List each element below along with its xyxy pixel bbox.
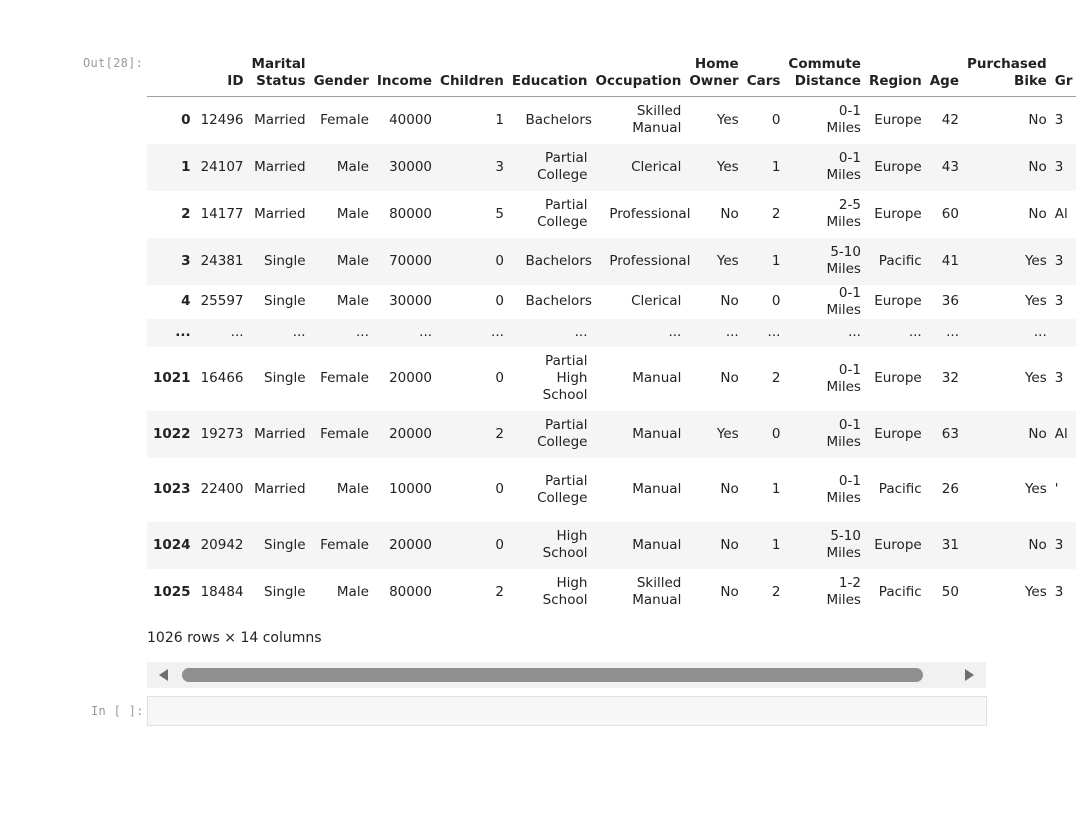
table-cell: Male: [336, 158, 369, 175]
cell-text: ...: [668, 324, 682, 340]
table-cell: [784, 144, 865, 191]
table-cell: 3: [1054, 370, 1064, 386]
table-cell: ...: [292, 324, 306, 340]
cell-text: ...: [848, 324, 861, 340]
table-cell: [784, 285, 865, 319]
table-cell: [591, 458, 685, 522]
row-index: 0: [181, 111, 191, 128]
table-cell: 3: [495, 158, 504, 175]
table-cell: [591, 522, 685, 569]
cell-text: Manual: [632, 425, 682, 442]
table-row: [147, 411, 1076, 458]
table-cell: 0: [495, 293, 504, 309]
table-row: [147, 458, 1076, 522]
table-cell: [591, 347, 685, 411]
table-row: [147, 238, 1076, 285]
table-cell: Single: [264, 252, 306, 269]
table-cell: ...: [908, 324, 922, 340]
table-cell: Yes: [1024, 293, 1047, 309]
col-gr-truncated: Gr: [1051, 50, 1076, 97]
table-cell: Female: [320, 370, 369, 386]
table-cell: No: [720, 370, 739, 386]
table-cell: Yes: [716, 158, 739, 175]
table-cell: [508, 191, 592, 238]
table-cell: 1: [771, 252, 781, 269]
table-cell: Married: [254, 158, 306, 175]
cell-text: 1-2 Miles: [826, 575, 861, 608]
table-cell: Female: [320, 536, 369, 553]
table-cell: 0: [495, 370, 504, 386]
table-cell: 12496: [200, 111, 244, 128]
table-body: [147, 97, 1076, 616]
table-cell: 2: [771, 370, 781, 386]
table-cell: 0: [771, 293, 781, 309]
table-cell: 2: [771, 583, 781, 600]
table-cell: Single: [264, 536, 306, 553]
table-cell: 50: [941, 583, 959, 600]
table-cell: ': [1054, 481, 1059, 497]
ellipsis-row: [147, 319, 1076, 347]
cell-text: Professional: [609, 205, 691, 222]
table-cell: 31: [941, 536, 959, 553]
table-cell: [508, 144, 592, 191]
table-cell: No: [720, 205, 739, 222]
row-index: 1023: [153, 481, 191, 497]
table-cell: 3: [1054, 111, 1064, 128]
table-cell: 30000: [389, 158, 433, 175]
table-cell: 80000: [389, 583, 433, 600]
table-cell: 16466: [200, 370, 244, 386]
table-cell: 3: [1054, 583, 1064, 600]
cell-text: Partial College: [537, 472, 588, 506]
table-cell: 70000: [389, 252, 433, 269]
table-cell: 20000: [389, 536, 433, 553]
header-row: [147, 50, 1076, 97]
row-index: 4: [181, 293, 191, 309]
table-cell: 40000: [389, 111, 433, 128]
table-cell: Married: [254, 425, 306, 442]
cell-text: 0-1 Miles: [826, 472, 861, 506]
table-cell: 3: [1054, 293, 1064, 309]
table-cell: ...: [725, 324, 739, 340]
table-cell: Pacific: [878, 481, 922, 497]
row-index: 3: [181, 252, 191, 269]
table-row: [147, 569, 1076, 616]
cell-text: Bachelors: [525, 111, 592, 128]
horizontal-scrollbar[interactable]: [147, 662, 986, 688]
table-cell: [784, 411, 865, 458]
table-cell: Married: [254, 205, 306, 222]
cell-text: Manual: [632, 370, 682, 386]
table-cell: 3: [1054, 252, 1064, 269]
code-input-cell[interactable]: [147, 696, 987, 726]
table-cell: 20000: [389, 425, 433, 442]
table-cell: [591, 238, 691, 285]
table-cell: [784, 522, 865, 569]
scrollbar-thumb[interactable]: [182, 668, 923, 682]
col-education: Education: [508, 50, 592, 97]
table-cell: [784, 319, 865, 347]
table-cell: [591, 569, 685, 616]
table-cell: 19273: [200, 425, 244, 442]
table-cell: No: [1028, 425, 1047, 442]
table-row: [147, 347, 1076, 411]
table-cell: Yes: [1024, 481, 1047, 497]
table-cell: 63: [941, 425, 959, 442]
table-cell: [508, 458, 592, 522]
table-cell: Europe: [874, 293, 922, 309]
table-cell: No: [1028, 205, 1047, 222]
table-cell: Europe: [874, 158, 922, 175]
table-cell: [784, 238, 865, 285]
table-cell: 42: [941, 111, 959, 128]
table-cell: [784, 347, 865, 411]
dataframe-table: [147, 50, 1076, 616]
cell-text: 5-10 Miles: [826, 244, 861, 277]
output-prompt: Out[28]:: [83, 56, 144, 70]
cell-text: 0-1 Miles: [826, 103, 861, 137]
cell-text: 0-1 Miles: [826, 417, 861, 450]
cell-text: Skilled Manual: [632, 103, 682, 137]
table-cell: [591, 97, 685, 144]
table-cell: Single: [264, 293, 306, 309]
col-commute-distance: Commute Distance: [784, 50, 865, 97]
table-cell: 80000: [389, 205, 433, 222]
table-cell: 18484: [200, 583, 244, 600]
table-cell: 2: [771, 205, 781, 222]
table-cell: 1: [495, 111, 504, 128]
cell-text: High School: [542, 528, 588, 561]
scroll-left-icon[interactable]: [159, 669, 168, 681]
table-cell: 0: [495, 252, 504, 269]
col-occupation: Occupation: [591, 50, 685, 97]
cell-text: 0-1 Miles: [826, 361, 861, 395]
table-cell: 41: [941, 252, 959, 269]
table-cell: 24107: [200, 158, 244, 175]
table-cell: Yes: [1024, 583, 1047, 600]
row-index: 1: [181, 158, 191, 175]
row-index: 2: [181, 205, 191, 222]
col-gender: Gender: [310, 50, 373, 97]
table-cell: [508, 522, 592, 569]
table-cell: 20942: [200, 536, 244, 553]
table-cell: Single: [264, 583, 306, 600]
table-cell: [784, 97, 865, 144]
table-cell: 10000: [389, 481, 433, 497]
table-cell: 1: [771, 158, 781, 175]
table-cell: [508, 347, 592, 411]
table-row: [147, 522, 1076, 569]
table-cell: Married: [254, 111, 306, 128]
table-cell: [591, 411, 685, 458]
table-cell: 32: [941, 370, 959, 386]
table-cell: [591, 144, 685, 191]
table-cell: 0: [771, 425, 781, 442]
table-cell: Male: [336, 252, 369, 269]
col-income: Income: [373, 50, 436, 97]
table-cell: Al: [1054, 205, 1068, 222]
table-cell: Europe: [874, 205, 922, 222]
cell-text: 0-1 Miles: [826, 284, 861, 318]
table-cell: 60: [941, 205, 959, 222]
table-cell: 26: [941, 481, 959, 497]
row-index: 1021: [153, 370, 191, 386]
table-cell: Pacific: [878, 583, 922, 600]
table-cell: Married: [254, 481, 306, 497]
table-cell: ...: [230, 324, 244, 340]
table-cell: 0: [495, 481, 504, 497]
table-cell: [1051, 319, 1076, 347]
table-cell: Female: [320, 425, 369, 442]
table-cell: 3: [1054, 158, 1064, 175]
dataframe-output: [147, 50, 1073, 610]
table-cell: 36: [941, 293, 959, 309]
table-row: [147, 144, 1076, 191]
table-cell: No: [720, 536, 739, 553]
table-cell: Yes: [716, 425, 739, 442]
table-cell: No: [1028, 111, 1047, 128]
col-region: Region: [865, 50, 926, 97]
index-header: [147, 50, 197, 97]
table-row: [147, 191, 1076, 238]
table-cell: [508, 319, 592, 347]
table-cell: ...: [356, 324, 369, 340]
table-cell: 22400: [200, 481, 244, 497]
row-index: 1024: [153, 536, 191, 553]
table-row: [147, 285, 1076, 319]
table-cell: Female: [320, 111, 369, 128]
table-cell: 24381: [200, 252, 244, 269]
table-cell: ...: [1033, 324, 1047, 340]
table-cell: ...: [767, 324, 781, 340]
cell-text: 0-1 Miles: [826, 150, 861, 183]
col-purchased-bike: Purchased Bike: [963, 50, 1051, 97]
cell-text: Partial College: [537, 417, 588, 450]
row-index: ...: [175, 324, 191, 340]
table-cell: Male: [336, 205, 369, 222]
table-cell: Europe: [874, 536, 922, 553]
table-cell: 0: [495, 536, 504, 553]
cell-text: Manual: [632, 481, 682, 497]
table-cell: Yes: [1024, 252, 1047, 269]
cell-text: High School: [542, 575, 588, 608]
table-cell: 1: [771, 481, 781, 497]
table-cell: 30000: [389, 293, 433, 309]
table-cell: [508, 285, 592, 319]
table-cell: [591, 191, 691, 238]
table-cell: No: [1028, 158, 1047, 175]
table-cell: Yes: [1024, 370, 1047, 386]
row-index: 1022: [153, 425, 191, 442]
col-cars: Cars: [743, 50, 785, 97]
scroll-right-icon[interactable]: [965, 669, 974, 681]
table-cell: 0: [771, 111, 781, 128]
table-cell: ...: [419, 324, 433, 340]
table-cell: [591, 285, 685, 319]
cell-text: Partial College: [537, 197, 588, 230]
table-cell: Europe: [874, 370, 922, 386]
table-cell: Yes: [716, 111, 739, 128]
table-cell: [591, 319, 685, 347]
table-cell: No: [1028, 536, 1047, 553]
dataframe-shape: 1026 rows × 14 columns: [147, 630, 322, 646]
cell-text: Partial High School: [542, 353, 588, 403]
col-home-owner: Home Owner: [685, 50, 742, 97]
table-cell: Male: [336, 481, 369, 497]
table-cell: [784, 569, 865, 616]
table-cell: 43: [941, 158, 959, 175]
table-cell: 2: [495, 425, 504, 442]
cell-text: Professional: [609, 252, 691, 269]
table-cell: ...: [946, 324, 959, 340]
cell-text: 2-5 Miles: [826, 197, 861, 230]
cell-text: Clerical: [631, 158, 682, 175]
table-cell: ...: [491, 324, 504, 340]
table-row: [147, 97, 1076, 144]
col-age: Age: [926, 50, 963, 97]
cell-text: Partial College: [537, 150, 588, 183]
cell-text: Skilled Manual: [632, 575, 682, 608]
table-cell: 14177: [200, 205, 244, 222]
table-cell: Male: [336, 583, 369, 600]
table-cell: 25597: [200, 293, 244, 309]
cell-text: 5-10 Miles: [826, 528, 861, 561]
table-cell: [784, 191, 865, 238]
table-cell: [508, 238, 592, 285]
table-cell: Al: [1054, 425, 1068, 442]
table-cell: [784, 458, 865, 522]
table-cell: No: [720, 481, 739, 497]
table-cell: Male: [336, 293, 369, 309]
table-cell: [508, 411, 592, 458]
cell-text: Clerical: [631, 293, 682, 309]
table-cell: No: [720, 293, 739, 309]
cell-text: ...: [574, 324, 588, 340]
table-cell: Single: [264, 370, 306, 386]
table-cell: 5: [495, 205, 504, 222]
table-cell: 3: [1054, 536, 1064, 553]
cell-text: Manual: [632, 536, 682, 553]
table-cell: [508, 97, 592, 144]
col-children: Children: [436, 50, 508, 97]
table-cell: Yes: [716, 252, 739, 269]
table-cell: [508, 569, 592, 616]
input-prompt: In [ ]:: [91, 704, 144, 718]
table-cell: Europe: [874, 111, 922, 128]
col-id: ID: [197, 50, 248, 97]
cell-text: Bachelors: [525, 293, 592, 309]
cell-text: Bachelors: [525, 252, 592, 269]
row-index: 1025: [153, 583, 191, 600]
col-marital-status: Marital Status: [248, 50, 310, 97]
table-cell: Pacific: [878, 252, 922, 269]
table-cell: 1: [771, 536, 781, 553]
table-cell: Europe: [874, 425, 922, 442]
table-cell: No: [720, 583, 739, 600]
table-cell: 2: [495, 583, 504, 600]
table-cell: 20000: [389, 370, 433, 386]
